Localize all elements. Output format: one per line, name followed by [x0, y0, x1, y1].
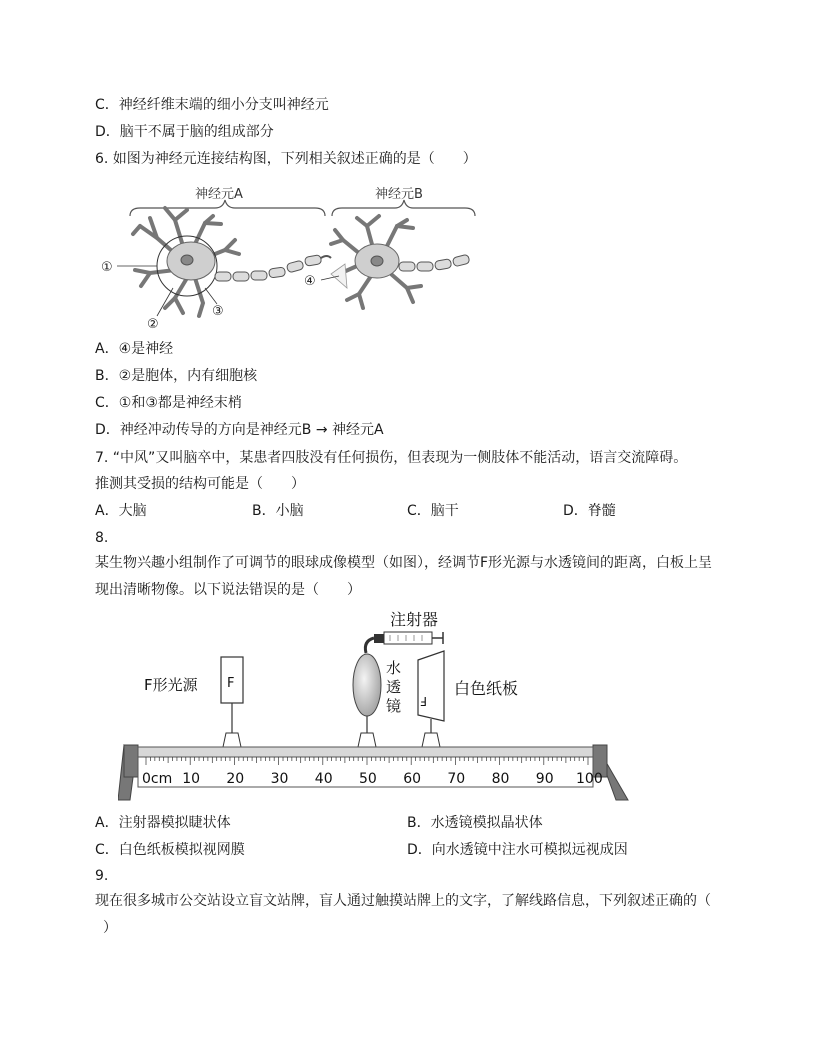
- neuron-a-label: 神经元A: [195, 187, 243, 202]
- ruler-label: 80: [491, 771, 510, 787]
- white-board: [418, 651, 444, 747]
- marker-4: ④: [304, 274, 316, 289]
- marker-2: ②: [147, 317, 159, 332]
- q7-option-b: B．小脑: [252, 503, 304, 519]
- q6-option-d: D．神经冲动传导的方向是神经元B → 神经元A: [95, 422, 384, 438]
- q7-stem-line2: 推测其受损的结构可能是（ ）: [95, 476, 305, 492]
- q6-stem: 6. 如图为神经元连接结构图，下列相关叙述正确的是（ ）: [95, 151, 477, 167]
- q6-option-b: B．②是胞体，内有细胞核: [95, 368, 258, 384]
- eye-model-diagram: [118, 605, 638, 805]
- ruler-label: 0cm: [142, 771, 173, 787]
- q5-option-c: C．神经纤维末端的细小分支叫神经元: [95, 97, 329, 113]
- q9-stem-line1: 现在很多城市公交站设立盲文站牌，盲人通过触摸站牌上的文字，了解线路信息，下列叙述正确的（: [95, 893, 711, 909]
- ruler-label: 50: [359, 771, 377, 787]
- neuron-b-label: 神经元B: [375, 187, 423, 202]
- q8-number: 8.: [95, 530, 109, 546]
- light-source-f: F: [227, 676, 235, 691]
- q7-stem-line1: 7. “中风”又叫脑卒中，某患者四肢没有任何损伤，但表现为一侧肢体不能活动，语言交流障碍。: [95, 450, 688, 466]
- q8-option-d: D．向水透镜中注水可模拟远视成因: [407, 842, 628, 858]
- neuron-a-brace: [130, 200, 325, 216]
- ruler-label: 30: [270, 771, 289, 787]
- neuron-b-brace: [332, 200, 475, 216]
- ruler-label: 20: [226, 771, 245, 787]
- q8-option-a: A．注射器模拟睫状体: [95, 815, 231, 831]
- water-lens-label-3: 镜: [386, 697, 402, 715]
- q7-option-d: D．脊髓: [563, 503, 616, 519]
- q6-option-a: A．④是神经: [95, 341, 174, 357]
- ruler-label: 60: [403, 771, 422, 787]
- q8-option-c: C．白色纸板模拟视网膜: [95, 842, 245, 858]
- q8-option-b: B．水透镜模拟晶状体: [407, 815, 543, 831]
- marker-3: ③: [212, 304, 224, 319]
- neuron-b: [331, 216, 470, 308]
- white-board-image: F: [420, 694, 427, 708]
- syringe: [365, 632, 443, 653]
- q9-number: 9.: [95, 868, 109, 884]
- marker-1: ①: [101, 260, 113, 275]
- ruler-label: 100: [576, 771, 603, 787]
- q6-option-c: C．①和③都是神经末梢: [95, 395, 242, 411]
- light-source: [221, 657, 243, 747]
- q7-option-c: C．脑干: [407, 503, 459, 519]
- q5-option-d: D．脑干不属于脑的组成部分: [95, 124, 274, 140]
- syringe-label: 注射器: [390, 610, 439, 629]
- water-lens-label-2: 透: [386, 678, 402, 696]
- ruler-label: 10: [182, 771, 201, 787]
- q8-stem-line2: 现出清晰物像。以下说法错误的是（ ）: [95, 582, 361, 598]
- neuron-a: [133, 208, 239, 316]
- q7-option-a: A．大脑: [95, 503, 147, 519]
- light-source-label: F形光源: [144, 676, 198, 694]
- ruler-label: 40: [314, 771, 333, 787]
- ruler-label: 90: [535, 771, 554, 787]
- axon-terminal: [321, 256, 331, 258]
- white-board-label: 白色纸板: [454, 679, 519, 698]
- neuron-diagram: [95, 178, 485, 338]
- q8-stem-line1: 某生物兴趣小组制作了可调节的眼球成像模型（如图），经调节F形光源与水透镜间的距离，白板上呈: [95, 555, 713, 571]
- ruler-label: 70: [447, 771, 466, 787]
- optical-bench: [118, 745, 628, 800]
- water-lens: [353, 654, 381, 747]
- water-lens-label-1: 水: [386, 659, 402, 677]
- q9-stem-line2: ）: [103, 920, 117, 936]
